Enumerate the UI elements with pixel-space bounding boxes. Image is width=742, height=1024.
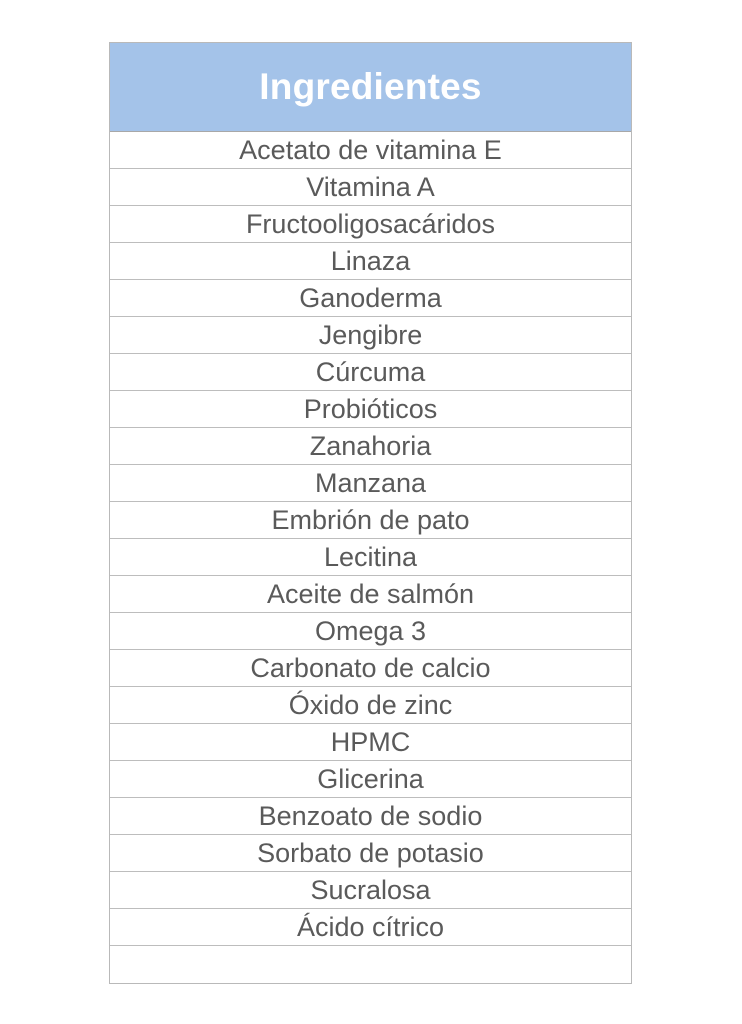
table-row: Sorbato de potasio	[110, 835, 631, 872]
table-row: Vitamina A	[110, 169, 631, 206]
table-row: Ácido cítrico	[110, 909, 631, 946]
ingredients-table	[109, 42, 632, 984]
table-header	[110, 43, 631, 132]
table-row: Zanahoria	[110, 428, 631, 465]
table-row: Carbonato de calcio	[110, 650, 631, 687]
table-row: HPMC	[110, 724, 631, 761]
table-row-empty	[110, 946, 631, 983]
table-row: Manzana	[110, 465, 631, 502]
table-row: Ganoderma	[110, 280, 631, 317]
table-row: Probióticos	[110, 391, 631, 428]
table-row: Cúrcuma	[110, 354, 631, 391]
table-row: Lecitina	[110, 539, 631, 576]
table-row: Glicerina	[110, 761, 631, 798]
table-row: Jengibre	[110, 317, 631, 354]
table-row: Benzoato de sodio	[110, 798, 631, 835]
table-row: Omega 3	[110, 613, 631, 650]
table-row: Linaza	[110, 243, 631, 280]
table-row: Óxido de zinc	[110, 687, 631, 724]
table-row: Fructooligosacáridos	[110, 206, 631, 243]
table-header-title: Ingredientes	[259, 66, 482, 107]
table-row: Aceite de salmón	[110, 576, 631, 613]
table-row: Embrión de pato	[110, 502, 631, 539]
table-row: Acetato de vitamina E	[110, 132, 631, 169]
table-row: Sucralosa	[110, 872, 631, 909]
table-body	[110, 132, 631, 983]
